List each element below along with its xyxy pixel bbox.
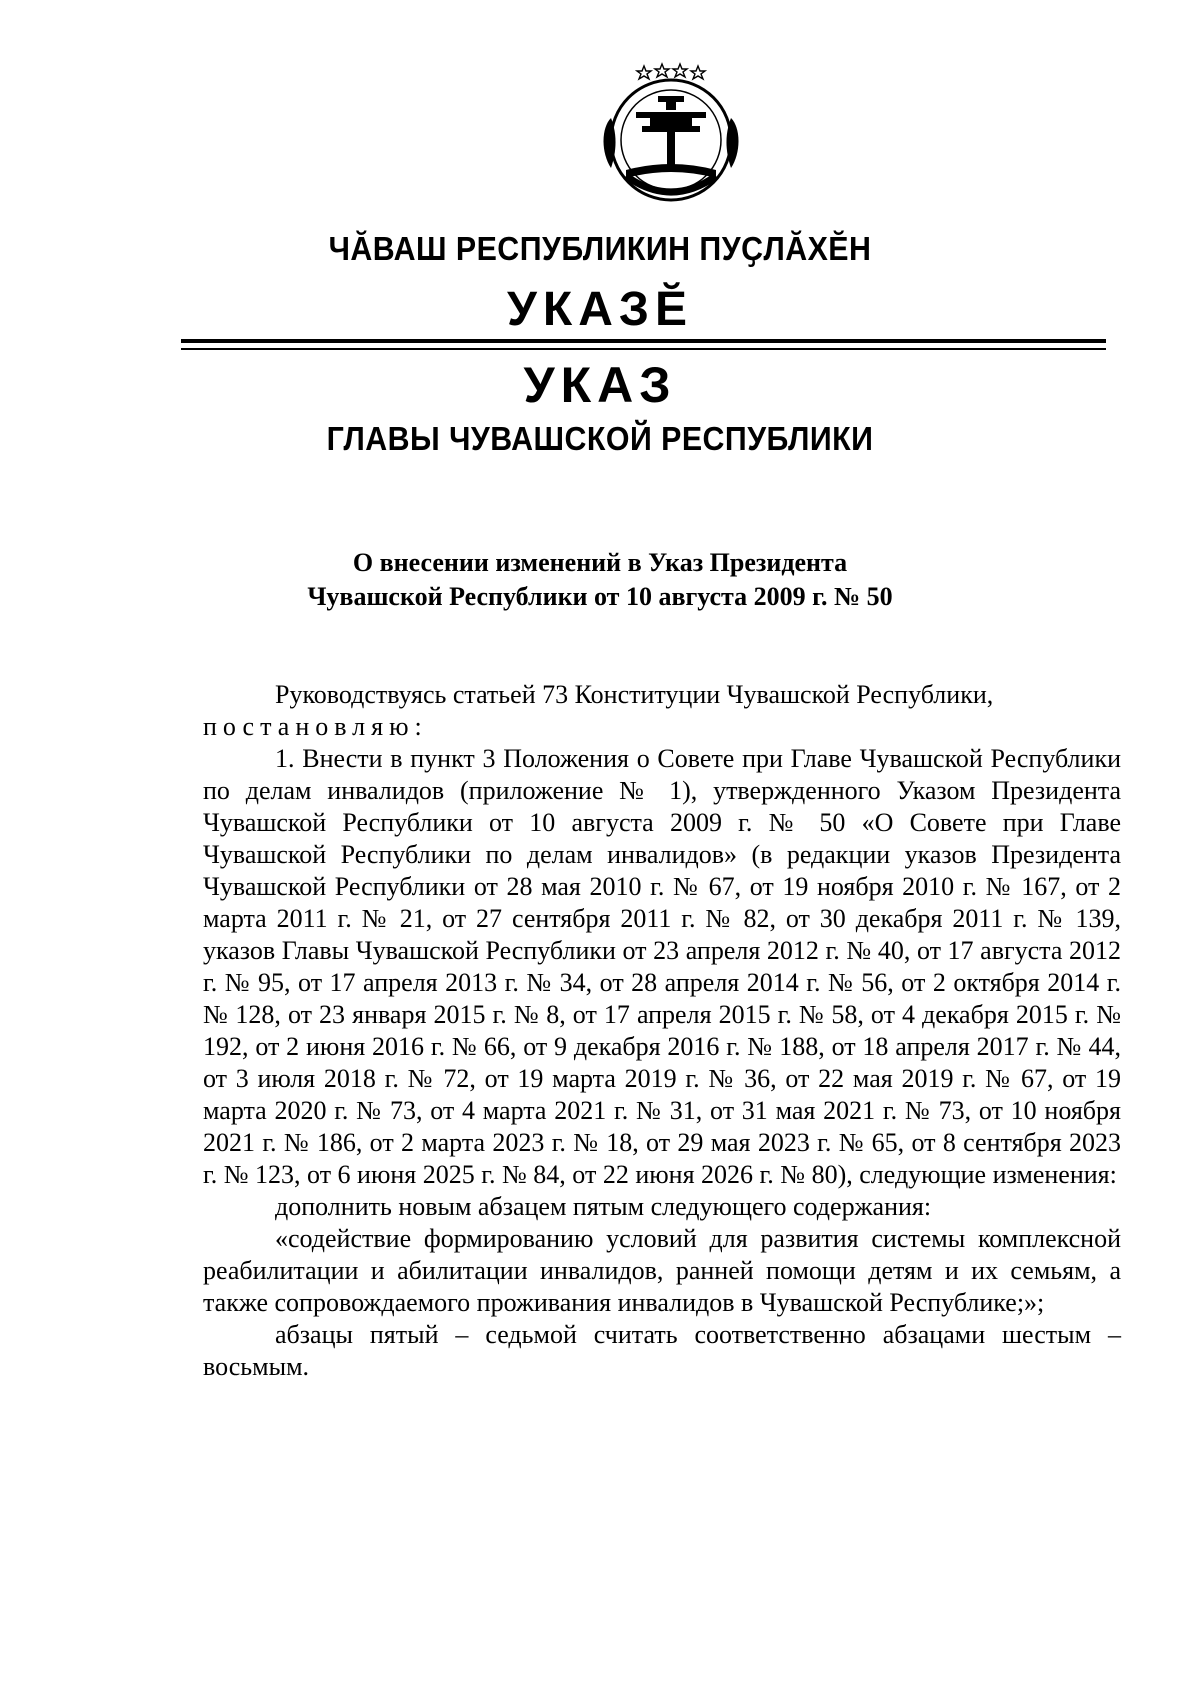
decree-body bbox=[203, 679, 1121, 1383]
chuvash-header-line2: УКАЗӖ bbox=[507, 283, 693, 336]
header-divider-thick bbox=[181, 339, 1106, 343]
subject-line2: Чувашской Республики от 10 августа 2009 г. № 50 bbox=[307, 582, 893, 611]
item-1-paragraph: 1. Внести в пункт 3 Положения о Совете при Главе Чувашской Республики по делам инвалидов (приложение № 1), утвержденного Указом Президента Чувашской Республики от 10 августа 2009 г. № 50 «О Совете при Главе Чувашской Республики по делам инвалидов» (в редакции указов Президента Чувашской Республики от 28 мая 2010 г. № 67, от 19 ноября 2010 г. № 167, от 2 марта 2011 г. № 21, от 27 сентября 2011 г. № 82, от 30 декабря 2011 г. № 139, указов Главы Чувашской Республики от 23 апреля 2012 г. № 40, от 17 августа 2012 г. № 95, от 17 апреля 2013 г. № 34, от 28 апреля 2014 г. № 56, от 2 октября 2014 г. № 128, от 23 января 2015 г. № 8, от 17 апреля 2015 г. № 58, от 4 декабря 2015 г. № 192, от 2 июня 2016 г. № 66, от 9 декабря 2016 г. № 188, от 18 апреля 2017 г. № 44, от 3 июля 2018 г. № 72, от 19 марта 2019 г. № 36, от 22 мая 2019 г. № 67, от 19 марта 2020 г. № 73, от 4 марта 2021 г. № 31, от 31 мая 2021 г. № 73, от 10 ноября 2021 г. № 186, от 2 марта 2023 г. № 18, от 29 мая 2023 г. № 65, от 8 сентября 2023 г. № 123, от 6 июня 2025 г. № 84, от 22 июня 2026 г. № 80), следующие изменения: bbox=[203, 744, 1121, 1189]
coat-of-arms-icon bbox=[596, 58, 746, 208]
decree-subject bbox=[0, 546, 1200, 614]
quote-paragraph: «содействие формированию условий для развития системы комплексной реабилитации и абилитации инвалидов, ранней помощи детям и их семьям, а также сопровождаемого проживания инвалидов в Чувашской Республике;»; bbox=[203, 1224, 1121, 1317]
decree-word: постановляю: bbox=[203, 712, 428, 741]
russian-header-line2: ГЛАВЫ ЧУВАШСКОЙ РЕСПУБЛИКИ bbox=[326, 420, 874, 457]
preamble-paragraph: Руководствуясь статьей 73 Конституции Чувашской Республики, bbox=[275, 680, 994, 709]
header-divider-thin bbox=[181, 348, 1106, 350]
subject-line1: О внесении изменений в Указ Президента bbox=[352, 548, 848, 577]
instruction-paragraph: дополнить новым абзацем пятым следующего содержания: bbox=[275, 1192, 932, 1221]
russian-header-line1: УКАЗ bbox=[523, 357, 677, 413]
renumber-paragraph: абзацы пятый – седьмой считать соответственно абзацами шестым – восьмым. bbox=[203, 1320, 1121, 1381]
chuvash-header-line1: ЧӐВАШ РЕСПУБЛИКИН ПУҪЛӐХӖН bbox=[328, 230, 872, 267]
